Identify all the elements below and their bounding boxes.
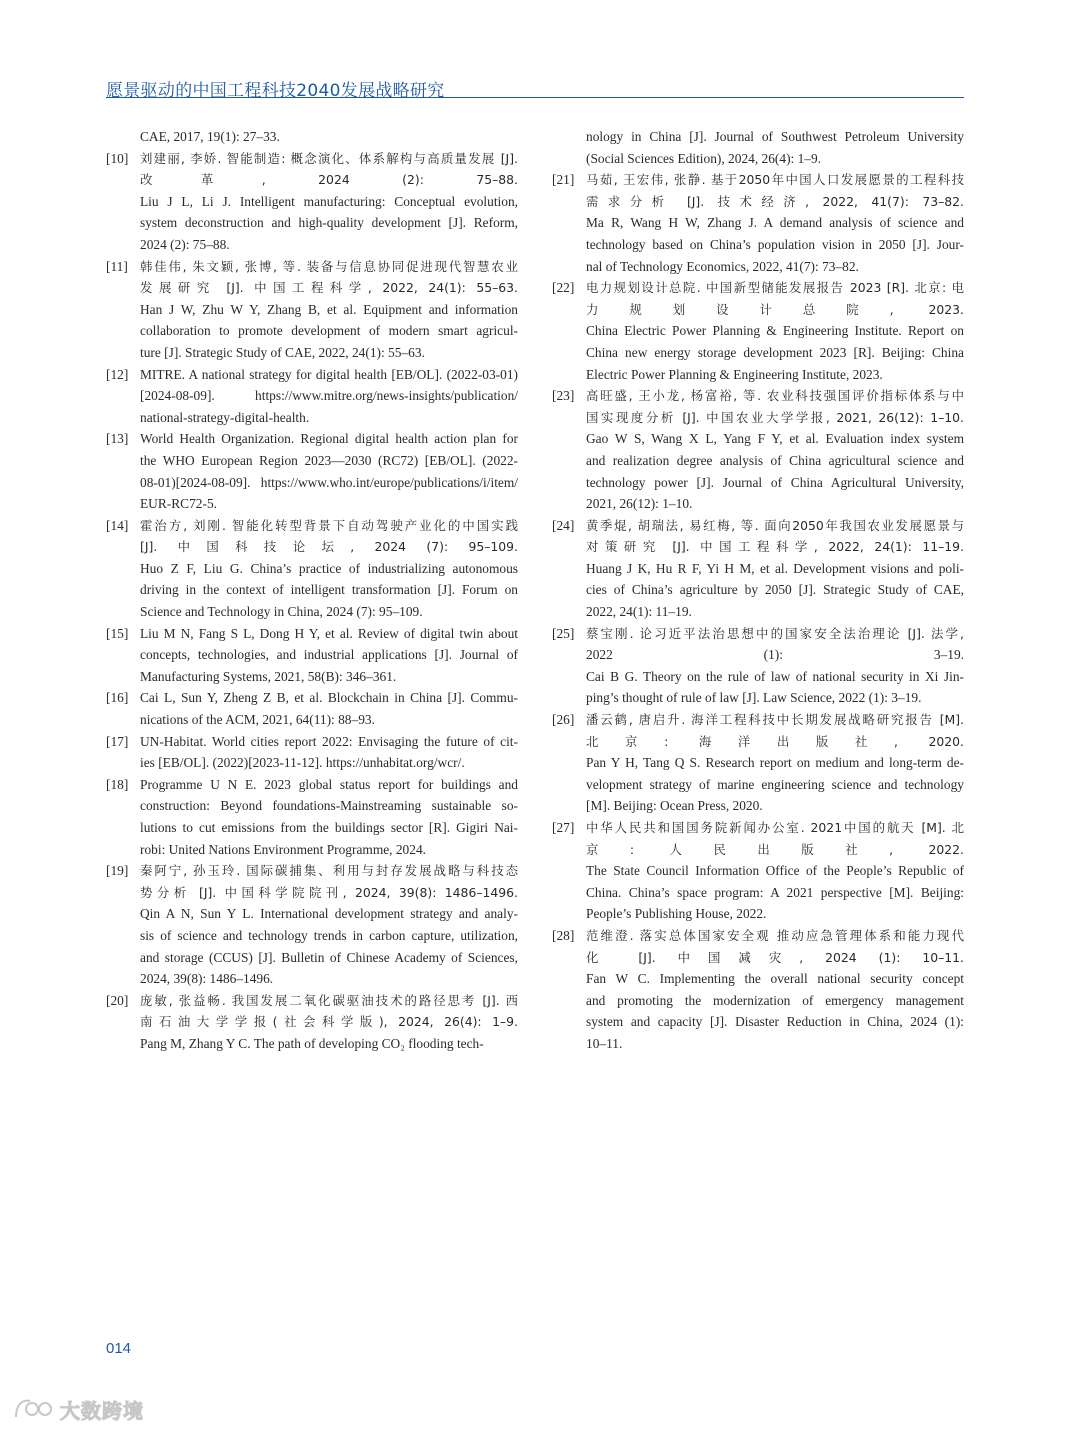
reference-text: Pan Y H, Tang Q S. Research report on medium and long-term de- — [586, 755, 964, 771]
reference-entry — [552, 277, 964, 385]
reference-line — [106, 148, 518, 170]
reference-line — [552, 169, 964, 191]
reference-line — [552, 364, 964, 386]
reference-text: Cai B G. Theory on the rule of law of national security in Xi Jin- — [586, 668, 964, 684]
reference-text: ping’s thought of rule of law [J]. Law Science, 2022 (1): 3–19. — [586, 690, 922, 706]
reference-line — [106, 320, 518, 342]
reference-text: sis of science and technology trends in carbon capture, utilization, — [140, 927, 518, 943]
reference-number: [24] — [552, 517, 575, 533]
reference-number: [14] — [106, 517, 129, 533]
reference-line — [106, 385, 518, 407]
reference-text: Manufacturing Systems, 2021, 58(B): 346–361. — [140, 668, 397, 684]
reference-text: 国实现度分析 [J]. 中国农业大学学报, 2021, 26(12): 1–10. — [586, 409, 964, 425]
reference-line — [106, 558, 518, 580]
reference-text: Programme U N E. 2023 global status report for buildings and — [140, 776, 518, 792]
reference-line — [106, 428, 518, 450]
reference-text: 京: 人民出版社, 2022. — [586, 841, 964, 857]
reference-text: UN-Habitat. World cities report 2022: Envisaging the future of cit- — [140, 733, 518, 749]
reference-text: 庞敏, 张益畅. 我国发展二氧化碳驱油技术的路径思考 [J]. 西 — [140, 992, 518, 1008]
watermark-logo-icon — [12, 1395, 54, 1423]
reference-line — [552, 536, 964, 558]
reference-text: collaboration to promote development of modern smart agricul- — [140, 323, 518, 339]
reference-number: [10] — [106, 150, 129, 166]
reference-text: MITRE. A national strategy for digital health [EB/OL]. (2022-03-01) — [140, 366, 518, 382]
reference-text: 2021, 26(12): 1–10. — [586, 496, 693, 512]
reference-line — [552, 903, 964, 925]
reference-text: [J]. 中国科技论坛, 2024 (7): 95–109. — [140, 539, 518, 555]
reference-text: 南石油大学学报(社会科学版), 2024, 26(4): 1–9. — [140, 1014, 518, 1030]
reference-text: 需求分析 [J]. 技术经济, 2022, 41(7): 73–82. — [586, 193, 964, 209]
reference-text: 韩佳伟, 朱文颖, 张博, 等. 装备与信息协同促进现代智慧农业 — [140, 258, 518, 274]
reference-text: 势分析 [J]. 中国科学院院刊, 2024, 39(8): 1486–1496. — [140, 884, 518, 900]
reference-line — [552, 666, 964, 688]
reference-column-left — [106, 126, 518, 1055]
reference-text: robi: United Nations Environment Programme, 2024. — [140, 841, 426, 857]
reference-line — [106, 342, 518, 364]
reference-line — [106, 579, 518, 601]
reference-text: 2022 (1): 3–19. — [586, 647, 964, 663]
reference-line — [106, 277, 518, 299]
reference-text: 化 [J]. 中国减灾, 2024 (1): 10–11. — [586, 949, 964, 965]
reference-line — [552, 320, 964, 342]
reference-line — [106, 472, 518, 494]
reference-line — [106, 1011, 518, 1033]
reference-text: 电力规划设计总院. 中国新型储能发展报告 2023 [R]. 北京: 电 — [586, 280, 964, 296]
reference-line — [106, 644, 518, 666]
reference-line — [106, 191, 518, 213]
reference-text: [2024-08-09]. https://www.mitre.org/news-insights/publication/ — [140, 388, 518, 404]
reference-line — [106, 817, 518, 839]
reference-number: [13] — [106, 431, 129, 447]
reference-line — [106, 407, 518, 429]
reference-line — [552, 450, 964, 472]
reference-line — [106, 515, 518, 537]
reference-entry — [552, 817, 964, 925]
reference-text: CAE, 2017, 19(1): 27–33. — [140, 129, 280, 144]
reference-number: [27] — [552, 820, 575, 835]
reference-line — [552, 148, 964, 170]
reference-text: 霍治方, 刘刚. 智能化转型背景下自动驾驶产业化的中国实践 — [140, 517, 518, 533]
reference-line — [106, 774, 518, 796]
reference-entry — [552, 709, 964, 817]
reference-line — [106, 990, 518, 1012]
reference-text: 刘建丽, 李娇. 智能制造: 概念演化、体系解构与高质量发展 [J]. — [140, 150, 518, 166]
reference-line — [106, 126, 518, 148]
reference-line — [106, 256, 518, 278]
reference-number: [20] — [106, 992, 129, 1008]
reference-line — [552, 623, 964, 645]
reference-text: technology power [J]. Journal of China Agricultural University, — [586, 474, 964, 490]
reference-line — [106, 536, 518, 558]
reference-text: nal of Technology Economics, 2022, 41(7): 73–82. — [586, 258, 859, 274]
reference-text: 秦阿宁, 孙玉玲. 国际碳捕集、利用与封存发展战略与科技态 — [140, 863, 518, 879]
reference-line — [552, 882, 964, 904]
reference-line — [552, 407, 964, 429]
reference-text: Huang J K, Hu R F, Yi H M, et al. Development visions and poli- — [586, 560, 964, 576]
reference-line — [552, 1033, 964, 1055]
reference-text: Pang M, Zhang Y C. The path of developing CO₂ flooding tech- — [140, 1035, 484, 1051]
reference-line — [106, 752, 518, 774]
reference-line — [552, 234, 964, 256]
reference-line — [106, 169, 518, 191]
reference-text: Liu J L, Li J. Intelligent manufacturing: Conceptual evolution, — [140, 193, 518, 209]
reference-text: Han J W, Zhu W Y, Zhang B, et al. Equipment and information — [140, 301, 518, 317]
reference-text: People’s Publishing House, 2022. — [586, 906, 767, 922]
reference-text: (Social Sciences Edition), 2024, 26(4): 1–9. — [586, 150, 822, 166]
reference-line — [106, 212, 518, 234]
reference-entry — [106, 687, 518, 730]
reference-entry — [552, 126, 964, 169]
reference-number: [22] — [552, 280, 575, 296]
reference-text: Gao W S, Wang X L, Yang F Y, et al. Evaluation index system — [586, 431, 964, 447]
reference-text: The State Council Information Office of the People’s Republic of — [586, 863, 964, 879]
reference-number: [15] — [106, 625, 129, 641]
reference-line — [106, 601, 518, 623]
reference-line — [552, 860, 964, 882]
reference-line — [552, 752, 964, 774]
reference-line — [552, 472, 964, 494]
reference-number: [19] — [106, 863, 129, 879]
reference-line — [552, 601, 964, 623]
reference-text: Ma R, Wang H W, Zhang J. A demand analysis of science and — [586, 215, 964, 231]
reference-text: 黄季焜, 胡瑞法, 易红梅, 等. 面向2050年我国农业发展愿景与 — [586, 517, 964, 533]
reference-line — [106, 709, 518, 731]
reference-text: velopment strategy of marine engineering science and technology — [586, 776, 964, 792]
reference-entry — [106, 990, 518, 1055]
reference-entry — [106, 731, 518, 774]
reference-line — [552, 493, 964, 515]
reference-text: 2022, 24(1): 11–19. — [586, 604, 692, 620]
reference-text: 改革, 2024 (2): 75–88. — [140, 172, 518, 188]
page-number: 014 — [106, 1340, 132, 1357]
reference-line — [106, 839, 518, 861]
reference-line — [552, 687, 964, 709]
reference-line — [552, 515, 964, 537]
reference-text: China new energy storage development 2023 [R]. Beijing: China — [586, 344, 964, 360]
reference-line — [106, 450, 518, 472]
reference-line — [552, 817, 964, 839]
reference-text: 发展研究 [J]. 中国工程科学, 2022, 24(1): 55–63. — [140, 280, 518, 296]
reference-text: 马茹, 王宏伟, 张静. 基于2050年中国人口发展愿景的工程科技 — [586, 172, 964, 188]
reference-number: [23] — [552, 388, 575, 404]
reference-text: 高旺盛, 王小龙, 杨富裕, 等. 农业科技强国评价指标体系与中 — [586, 388, 964, 404]
reference-line — [106, 299, 518, 321]
watermark-text: 大数跨境 — [60, 1398, 144, 1423]
reference-line — [106, 666, 518, 688]
reference-text: Huo Z F, Liu G. China’s practice of industrializing autonomous — [140, 560, 518, 576]
reference-text: nology in China [J]. Journal of Southwest Petroleum University — [586, 129, 964, 144]
reference-text: 中华人民共和国国务院新闻办公室. 2021中国的航天 [M]. 北 — [586, 820, 964, 835]
reference-entry — [552, 925, 964, 1055]
reference-line — [552, 277, 964, 299]
reference-number: [25] — [552, 625, 575, 641]
reference-text: system deconstruction and high-quality development [J]. Reform, — [140, 215, 518, 231]
reference-entry — [552, 515, 964, 623]
reference-text: ies [EB/OL]. (2022)[2023-11-12]. https://unhabitat.org/wcr/. — [140, 755, 465, 771]
reference-line — [106, 623, 518, 645]
reference-text: 力规划设计总院, 2023. — [586, 301, 964, 317]
reference-line — [552, 342, 964, 364]
reference-text: technology based on China’s population vision in 2050 [J]. Jour- — [586, 236, 964, 252]
reference-line — [552, 839, 964, 861]
reference-line — [106, 903, 518, 925]
reference-line — [552, 428, 964, 450]
reference-text: lutions to cut emissions from the buildings sector [R]. Gigiri Nai- — [140, 820, 518, 835]
reference-entry — [106, 148, 518, 256]
reference-number: [21] — [552, 172, 575, 188]
reference-line — [552, 256, 964, 278]
reference-line — [552, 644, 964, 666]
reference-line — [552, 558, 964, 580]
reference-line — [106, 234, 518, 256]
reference-text: 潘云鹤, 唐启升. 海洋工程科技中长期发展战略研究报告 [M]. — [586, 712, 964, 728]
reference-text: system and capacity [J]. Disaster Reduction in China, 2024 (1): — [586, 1014, 964, 1030]
reference-line — [552, 731, 964, 753]
reference-text: concepts, technologies, and industrial applications [J]. Journal of — [140, 647, 518, 663]
reference-line — [552, 795, 964, 817]
reference-line — [106, 493, 518, 515]
reference-text: 10–11. — [586, 1035, 623, 1051]
reference-entry — [106, 126, 518, 148]
reference-line — [552, 1011, 964, 1033]
reference-text: Science and Technology in China, 2024 (7): 95–109. — [140, 604, 423, 620]
reference-line — [106, 687, 518, 709]
watermark — [12, 1392, 144, 1426]
reference-line — [552, 990, 964, 1012]
reference-line — [106, 731, 518, 753]
reference-line — [552, 947, 964, 969]
reference-text: China Electric Power Planning & Engineering Institute. Report on — [586, 323, 964, 339]
reference-text: 2024 (2): 75–88. — [140, 236, 230, 252]
reference-entry — [106, 774, 518, 860]
reference-text: and storage (CCUS) [J]. Bulletin of Chinese Academy of Sciences, — [140, 949, 518, 965]
reference-text: World Health Organization. Regional digital health action plan for — [140, 431, 518, 447]
reference-line — [106, 968, 518, 990]
reference-number: [16] — [106, 690, 129, 706]
reference-line — [106, 364, 518, 386]
reference-entry — [106, 515, 518, 623]
reference-line — [552, 925, 964, 947]
reference-entry — [106, 623, 518, 688]
reference-text: and promoting the modernization of emergency management — [586, 992, 964, 1008]
reference-entry — [106, 860, 518, 990]
reference-line — [552, 709, 964, 731]
reference-line — [106, 947, 518, 969]
reference-number: [26] — [552, 712, 575, 728]
reference-text: Qin A N, Sun Y L. International development strategy and analy- — [140, 906, 518, 922]
reference-number: [17] — [106, 733, 129, 749]
reference-line — [552, 212, 964, 234]
reference-text: [M]. Beijing: Ocean Press, 2020. — [586, 798, 763, 814]
reference-line — [106, 925, 518, 947]
reference-line — [106, 860, 518, 882]
reference-text: China. China’s space program: A 2021 perspective [M]. Beijing: — [586, 884, 964, 900]
reference-text: EUR-RC72-5. — [140, 496, 217, 512]
reference-line — [552, 579, 964, 601]
reference-text: 北京: 海洋出版社, 2020. — [586, 733, 964, 749]
reference-number: [12] — [106, 366, 129, 382]
reference-line — [106, 1033, 518, 1055]
reference-entry — [106, 428, 518, 514]
reference-entry — [552, 385, 964, 515]
reference-line — [552, 191, 964, 213]
reference-text: 对策研究 [J]. 中国工程科学, 2022, 24(1): 11–19. — [586, 539, 964, 555]
reference-text: cies of China’s agriculture by 2050 [J]. Strategic Study of CAE, — [586, 582, 964, 598]
reference-text: Cai L, Sun Y, Zheng Z B, et al. Blockchain in China [J]. Commu- — [140, 690, 518, 706]
reference-line — [552, 968, 964, 990]
reference-text: nications of the ACM, 2021, 64(11): 88–93. — [140, 712, 375, 728]
running-header-title: 愿景驱动的中国工程科技2040发展战略研究 — [106, 81, 445, 101]
reference-text: driving in the context of intelligent transformation [J]. Forum on — [140, 582, 518, 598]
reference-text: 范维澄. 落实总体国家安全观 推动应急管理体系和能力现代 — [586, 927, 964, 943]
reference-column-right — [552, 126, 964, 1055]
reference-entry — [106, 364, 518, 429]
reference-line — [106, 795, 518, 817]
reference-line — [552, 299, 964, 321]
reference-line — [552, 774, 964, 796]
reference-text: Electric Power Planning & Engineering Institute, 2023. — [586, 366, 883, 382]
header-divider — [106, 97, 964, 98]
reference-text: 蔡宝刚. 论习近平法治思想中的国家安全法治理论 [J]. 法学, — [586, 625, 964, 641]
reference-line — [552, 385, 964, 407]
reference-line — [106, 882, 518, 904]
reference-text: 08-01)[2024-08-09]. https://www.who.int/europe/publications/i/item/ — [140, 474, 518, 490]
reference-text: ture [J]. Strategic Study of CAE, 2022, 24(1): 55–63. — [140, 344, 425, 360]
reference-number: [18] — [106, 776, 129, 792]
reference-entry — [552, 623, 964, 709]
reference-number: [11] — [106, 258, 128, 274]
reference-text: construction: Beyond foundations-Mainstreaming sustainable so- — [140, 798, 518, 814]
reference-entry — [552, 169, 964, 277]
reference-number: [28] — [552, 927, 575, 943]
reference-text: and realization degree analysis of China agricultural science and — [586, 452, 964, 468]
reference-line — [552, 126, 964, 148]
reference-text: Liu M N, Fang S L, Dong H Y, et al. Review of digital twin about — [140, 625, 518, 641]
reference-text: the WHO European Region 2023—2030 (RC72) [EB/OL]. (2022- — [140, 452, 518, 468]
reference-text: 2024, 39(8): 1486–1496. — [140, 971, 274, 987]
reference-text: national-strategy-digital-health. — [140, 409, 310, 425]
reference-text: Fan W C. Implementing the overall national security concept — [586, 971, 964, 987]
reference-entry — [106, 256, 518, 364]
